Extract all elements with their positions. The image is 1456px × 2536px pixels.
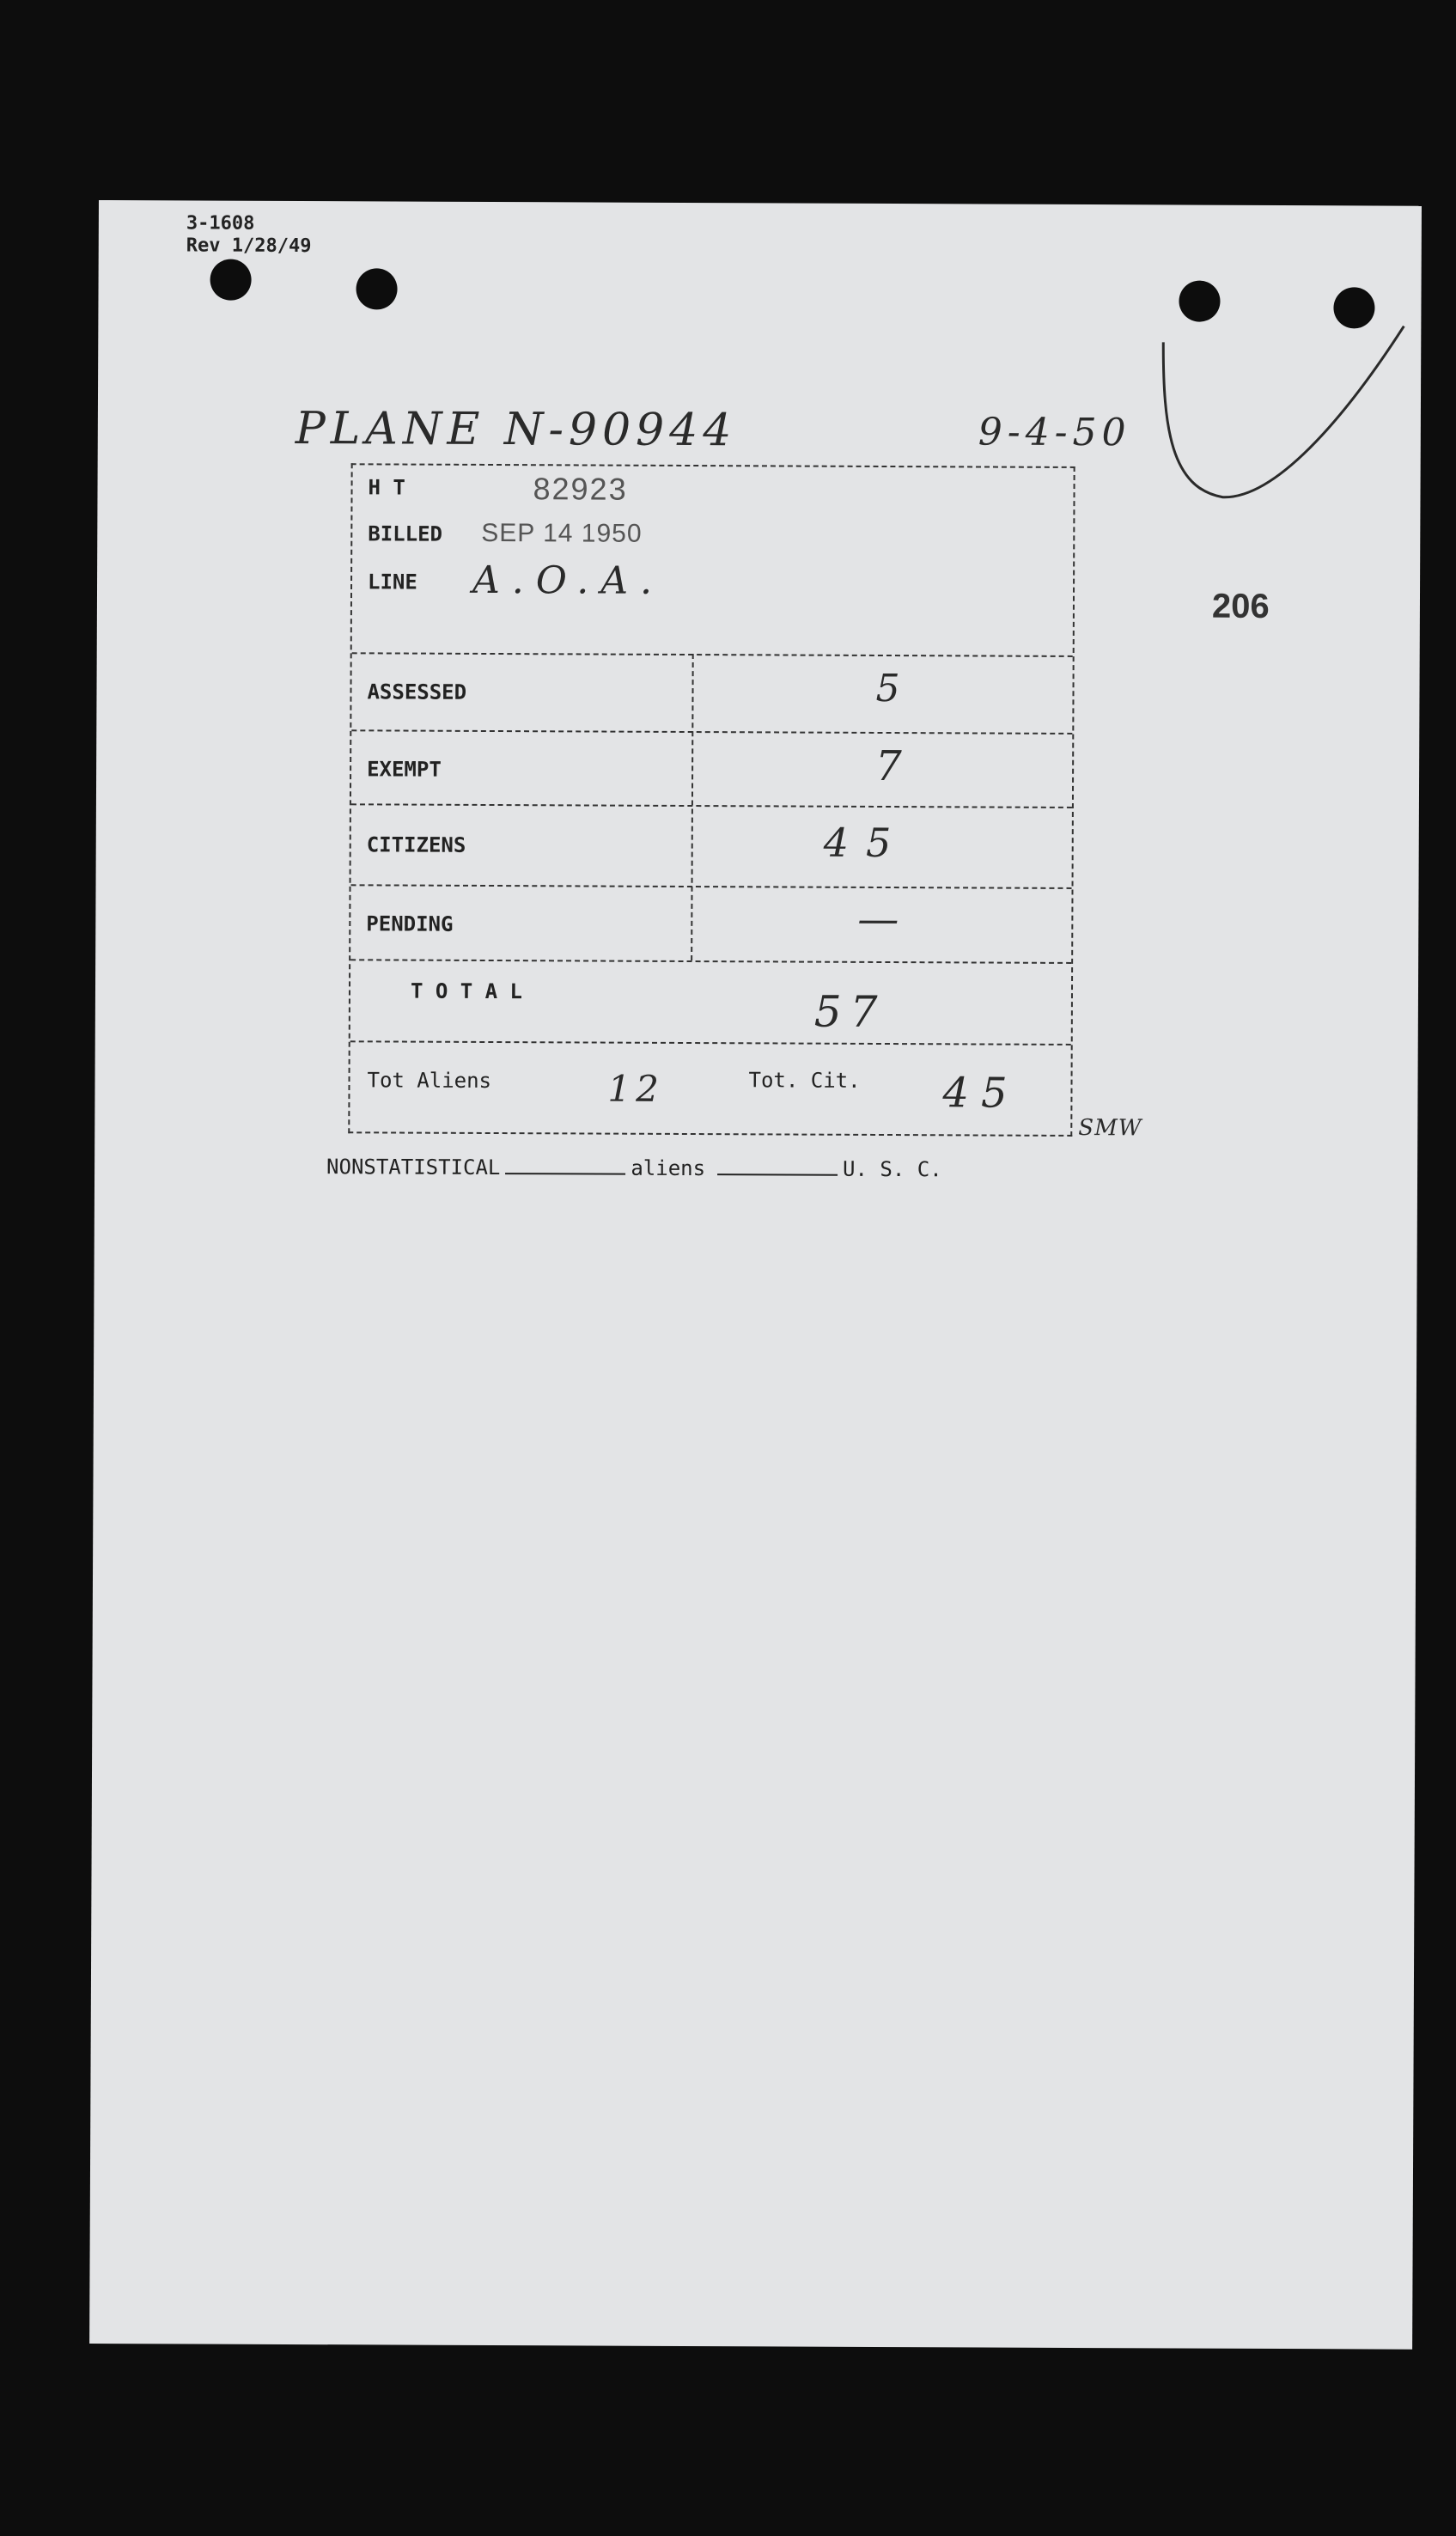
- divider: [351, 729, 1072, 735]
- punch-hole: [210, 259, 251, 301]
- aliens-blank: [717, 1174, 838, 1176]
- line-label: LINE: [368, 570, 417, 594]
- aliens-label: aliens: [631, 1155, 706, 1181]
- billed-value: SEP 14 1950: [481, 518, 643, 548]
- row-label-citizens: CITIZENS: [366, 832, 466, 857]
- divider: [350, 1040, 1071, 1045]
- ht-label: H T: [368, 475, 405, 500]
- document-sheet: [89, 200, 1422, 2350]
- row-value-pending: —: [857, 894, 905, 944]
- divider: [351, 884, 1072, 889]
- total-label: T O T A L: [410, 978, 523, 1004]
- ht-value: 82923: [533, 471, 628, 507]
- row-label-exempt: EXEMPT: [367, 757, 442, 782]
- punch-hole: [356, 268, 397, 309]
- column-divider: [691, 654, 694, 960]
- tot-aliens-label: Tot Aliens: [367, 1068, 492, 1094]
- divider: [351, 803, 1072, 808]
- tally-form: [348, 463, 1075, 1137]
- form-revision: Rev 1/28/49: [186, 235, 312, 258]
- initials: SMW: [1078, 1114, 1142, 1142]
- divider: [352, 652, 1073, 657]
- nonstatistical-blank: [505, 1173, 625, 1175]
- form-number: 3-1608: [186, 212, 255, 235]
- usc-label: U. S. C.: [843, 1156, 942, 1182]
- total-value: 57: [813, 986, 886, 1038]
- divider: [350, 959, 1071, 964]
- header-date: 9-4-50: [978, 410, 1131, 455]
- nonstatistical-line: [326, 1155, 942, 1181]
- plane-label: PLANE N-90944: [295, 403, 737, 457]
- row-value-assessed: 5: [875, 666, 905, 711]
- row-label-pending: PENDING: [366, 911, 454, 936]
- check-mark: [1128, 273, 1412, 523]
- row-label-assessed: ASSESSED: [367, 680, 467, 704]
- billed-label: BILLED: [368, 521, 443, 546]
- tot-aliens-value: 12: [607, 1067, 665, 1110]
- row-value-exempt: 7: [875, 741, 907, 791]
- nonstatistical-label: NONSTATISTICAL: [326, 1155, 501, 1180]
- tot-cit-label: Tot. Cit.: [748, 1068, 861, 1093]
- line-value: A.O.A.: [472, 558, 665, 603]
- page-number: 206: [1211, 587, 1270, 625]
- row-value-citizens: 45: [823, 819, 909, 867]
- tot-cit-value: 45: [942, 1069, 1020, 1118]
